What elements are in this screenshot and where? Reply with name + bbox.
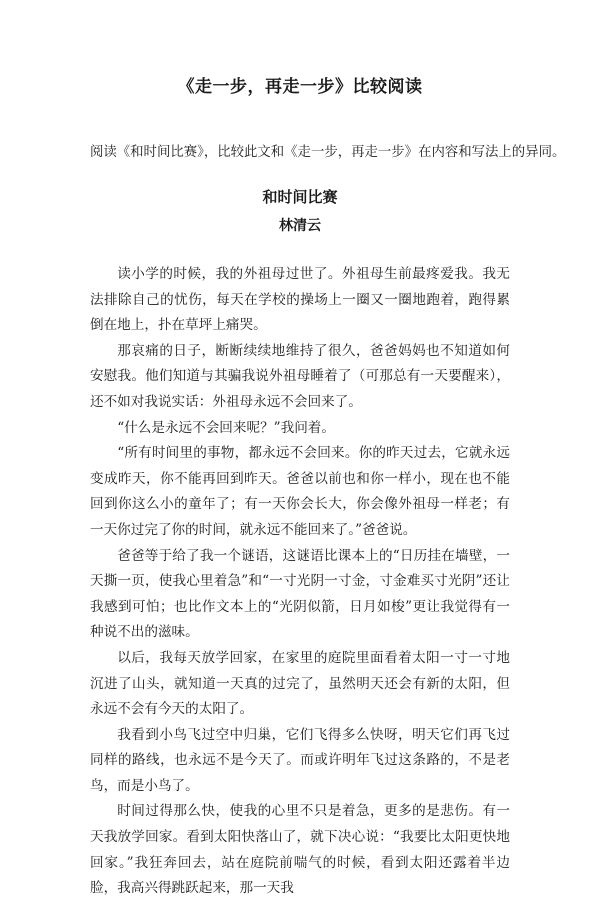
article-body	[90, 262, 510, 902]
document-title: 《走一步，再走一步》比较阅读	[177, 77, 423, 97]
reading-instruction: 阅读《和时间比赛》，比较此文和《走一步，再走一步》在内容和写法上的异同。	[90, 145, 566, 160]
paragraph: “什么是永远不会回来呢？”我问着。	[117, 419, 335, 436]
paragraph: 那哀痛的日子，断断续续地维持了很久，爸爸妈妈也不知道如何安慰我。他们知道与其骗我说外祖母睡着了（可那总有一天要醒来），还不如对我说实话：外祖母永远不会回来了。	[90, 342, 510, 410]
paragraph: 爸爸等于给了我一个谜语，这谜语比课本上的“日历挂在墙壁，一天撕一页，使我心里着急”和“一寸光阴一寸金，寸金难买寸光阴”还让我感到可怕；也比作文本上的“光阴似箭，日月如梭”更让我觉得有一种说不出的滋味。	[90, 547, 510, 641]
paragraph: “所有时间里的事物，都永远不会回来。你的昨天过去，它就永远变成昨天，你不能再回到昨天。爸爸以前也和你一样小，现在也不能回到你这么小的童年了；有一天你会长大，你会像外祖母一样老；有一天你过完了你的时间，就永远不能回来了。”爸爸说。	[90, 445, 510, 538]
paragraph: 时间过得那么快，使我的心里不只是着急，更多的是悲伤。有一天我放学回家。看到太阳快落山了，就下决心说：“我要比太阳更快地回家。”我狂奔回去，站在庭院前喘气的时候，看到太阳还露着半边脸，我高兴得跳跃起来，那一天我	[90, 803, 510, 897]
article-author: 林清云	[279, 218, 321, 234]
paragraph: 读小学的时候，我的外祖母过世了。外祖母生前最疼爱我。我无法排除自己的忧伤，每天在学校的操场上一圈又一圈地跑着，跑得累倒在地上，扑在草坪上痛哭。	[90, 266, 510, 334]
paragraph: 我看到小鸟飞过空中归巢，它们飞得多么快呀，明天它们再飞过同样的路线，也永远不是今天了。而或许明年飞过这条路的，不是老鸟，而是小鸟了。	[90, 726, 510, 794]
article-title: 和时间比赛	[262, 188, 338, 206]
paragraph: 以后，我每天放学回家，在家里的庭院里面看着太阳一寸一寸地沉进了山头，就知道一天真的过完了，虽然明天还会有新的太阳，但永远不会有今天的太阳了。	[90, 649, 510, 718]
